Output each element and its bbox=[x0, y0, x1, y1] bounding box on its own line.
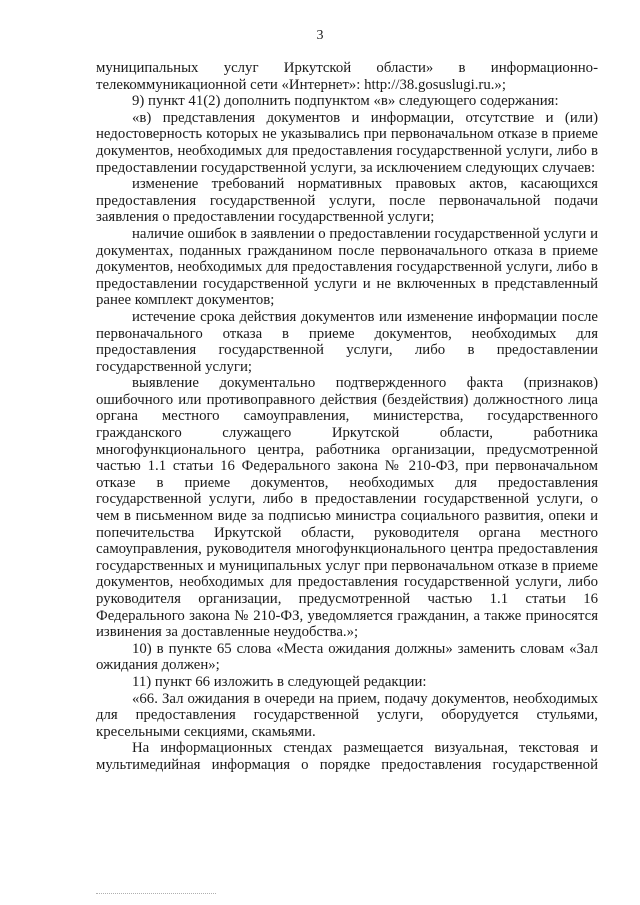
paragraph: истечение срока действия документов или изменение информации после первоначального отказа в приеме документов, необходимых для предоставления государственной услуги, либо в предоставлении государственной услуги; bbox=[96, 308, 598, 375]
paragraph: изменение требований нормативных правовых актов, касающихся предоставления государственной услуги, после первоначальной подачи заявления о предоставлении государственной услуги; bbox=[96, 176, 598, 226]
page-number: 3 bbox=[316, 28, 324, 43]
paragraph: 10) в пункте 65 слова «Места ожидания должны» заменить словам «Зал ожидания должен»; bbox=[96, 640, 598, 674]
footer-rule bbox=[96, 893, 216, 894]
paragraph: наличие ошибок в заявлении о предоставлении государственной услуги и документах, поданных гражданином после первоначального отказа в приеме документов, необходимых для предоставления государственной услуги, либо в предоставлении государственной услуги и не включенных в представленный ранее комплект документов; bbox=[96, 225, 598, 309]
paragraph: 9) пункт 41(2) дополнить подпунктом «в» следующего содержания: bbox=[132, 93, 559, 110]
paragraph: муниципальных услуг Иркутской области» в информационно-телекоммуникационной сети «Интернет»: http://38.gosuslugi.ru.»; bbox=[96, 60, 598, 93]
paragraph: 11) пункт 66 изложить в следующей редакции: bbox=[132, 673, 427, 690]
paragraph: «66. Зал ожидания в очереди на прием, подачу документов, необходимых для предоставления государственной услуги, оборудуется стульями, кресельными секциями, скамьями. bbox=[96, 690, 598, 740]
paragraph: выявление документально подтвержденного факта (признаков) ошибочного или противоправного действия (бездействия) должностного лица органа местного самоуправления, министерства, государственного гражданского служащего Иркутской области, работника многофункционального центра, работника организации, предусмотренной частью 1.1 статьи 16 Федерального закона № 210-ФЗ, при первоначальном отказе в приеме документов, необходимых для предоставления государственной услуги, либо в предоставлении государственной услуги, о чем в письменном виде за подписью министра социального развития, опеки и попечительства Иркутской области, руководителя органа местного самоуправления, руководителя многофункционального центра предоставления государственных и муниципальных услуг при первоначальном отказе в приеме документов, необходимых для предоставления государственной услуги, либо руководителя организации, предусмотренной частью 1.1 статьи 16 Федерального закона № 210-ФЗ, уведомляется гражданин, а также приносятся извинения за доставленные неудобства.»; bbox=[96, 375, 598, 641]
document-body bbox=[96, 60, 598, 774]
paragraph: На информационных стендах размещается визуальная, текстовая и мультимедийная информация о порядке предоставления государственной bbox=[96, 740, 598, 773]
paragraph: «в) представления документов и информации, отсутствие и (или) недостоверность которых не указывались при первоначальном отказе в приеме документов, необходимых для предоставления государственной услуги, либо в предоставлении государственной услуги, за исключением следующих случаев: bbox=[96, 109, 598, 176]
